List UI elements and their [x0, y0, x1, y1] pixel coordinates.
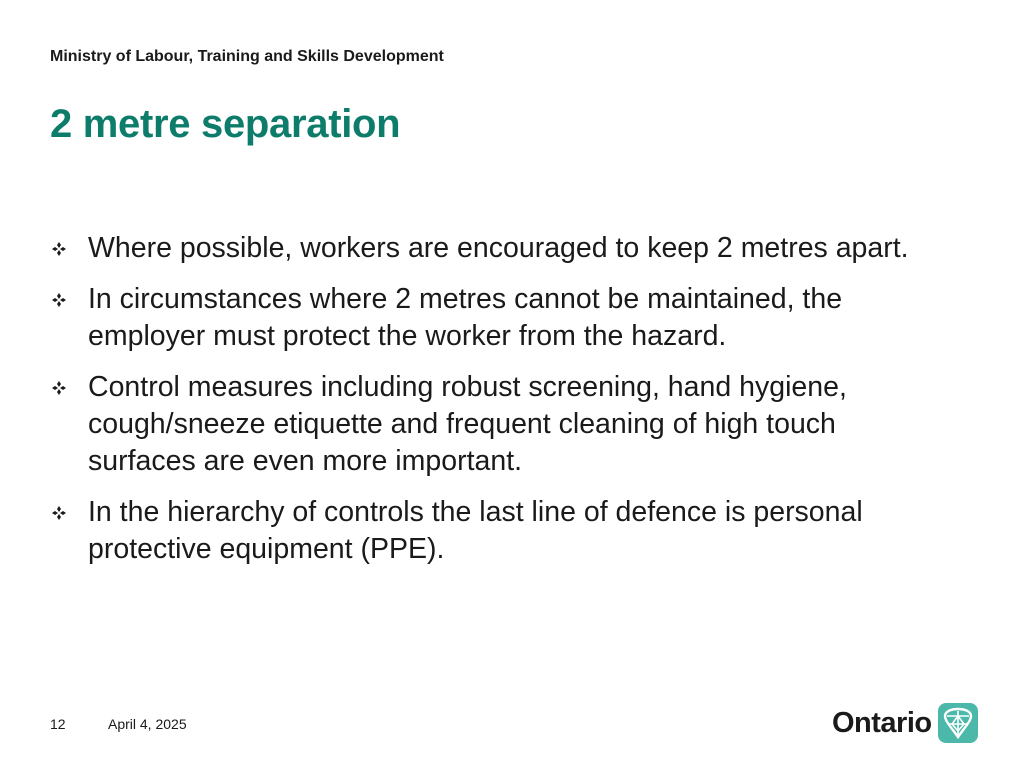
bullet-list	[50, 230, 950, 582]
bullet-text: Where possible, workers are encouraged to keep 2 metres apart.	[88, 232, 909, 264]
bullet-item	[50, 281, 950, 355]
page-number: 12	[50, 716, 66, 732]
bullet-item	[50, 230, 950, 267]
bullet-text: In circumstances where 2 metres cannot be maintained, the employer must protect the worker from the hazard.	[88, 283, 843, 352]
ontario-logo	[832, 700, 978, 746]
trillium-icon	[938, 703, 978, 743]
bullet-item	[50, 494, 950, 568]
diamond-bullet-icon	[52, 506, 66, 520]
slide-date: April 4, 2025	[108, 716, 187, 732]
diamond-bullet-icon	[52, 293, 66, 307]
bullet-text: Control measures including robust screening, hand hygiene, cough/sneeze etiquette and frequent cleaning of high touch surfaces are even more important.	[88, 371, 847, 477]
diamond-bullet-icon	[52, 381, 66, 395]
bullet-text: In the hierarchy of controls the last line of defence is personal protective equipment (PPE).	[88, 496, 863, 565]
ministry-name: Ministry of Labour, Training and Skills Development	[50, 48, 444, 65]
diamond-bullet-icon	[52, 242, 66, 256]
slide-title: 2 metre separation	[50, 102, 401, 146]
bullet-item	[50, 369, 950, 480]
logo-text: Ontario	[832, 706, 932, 739]
